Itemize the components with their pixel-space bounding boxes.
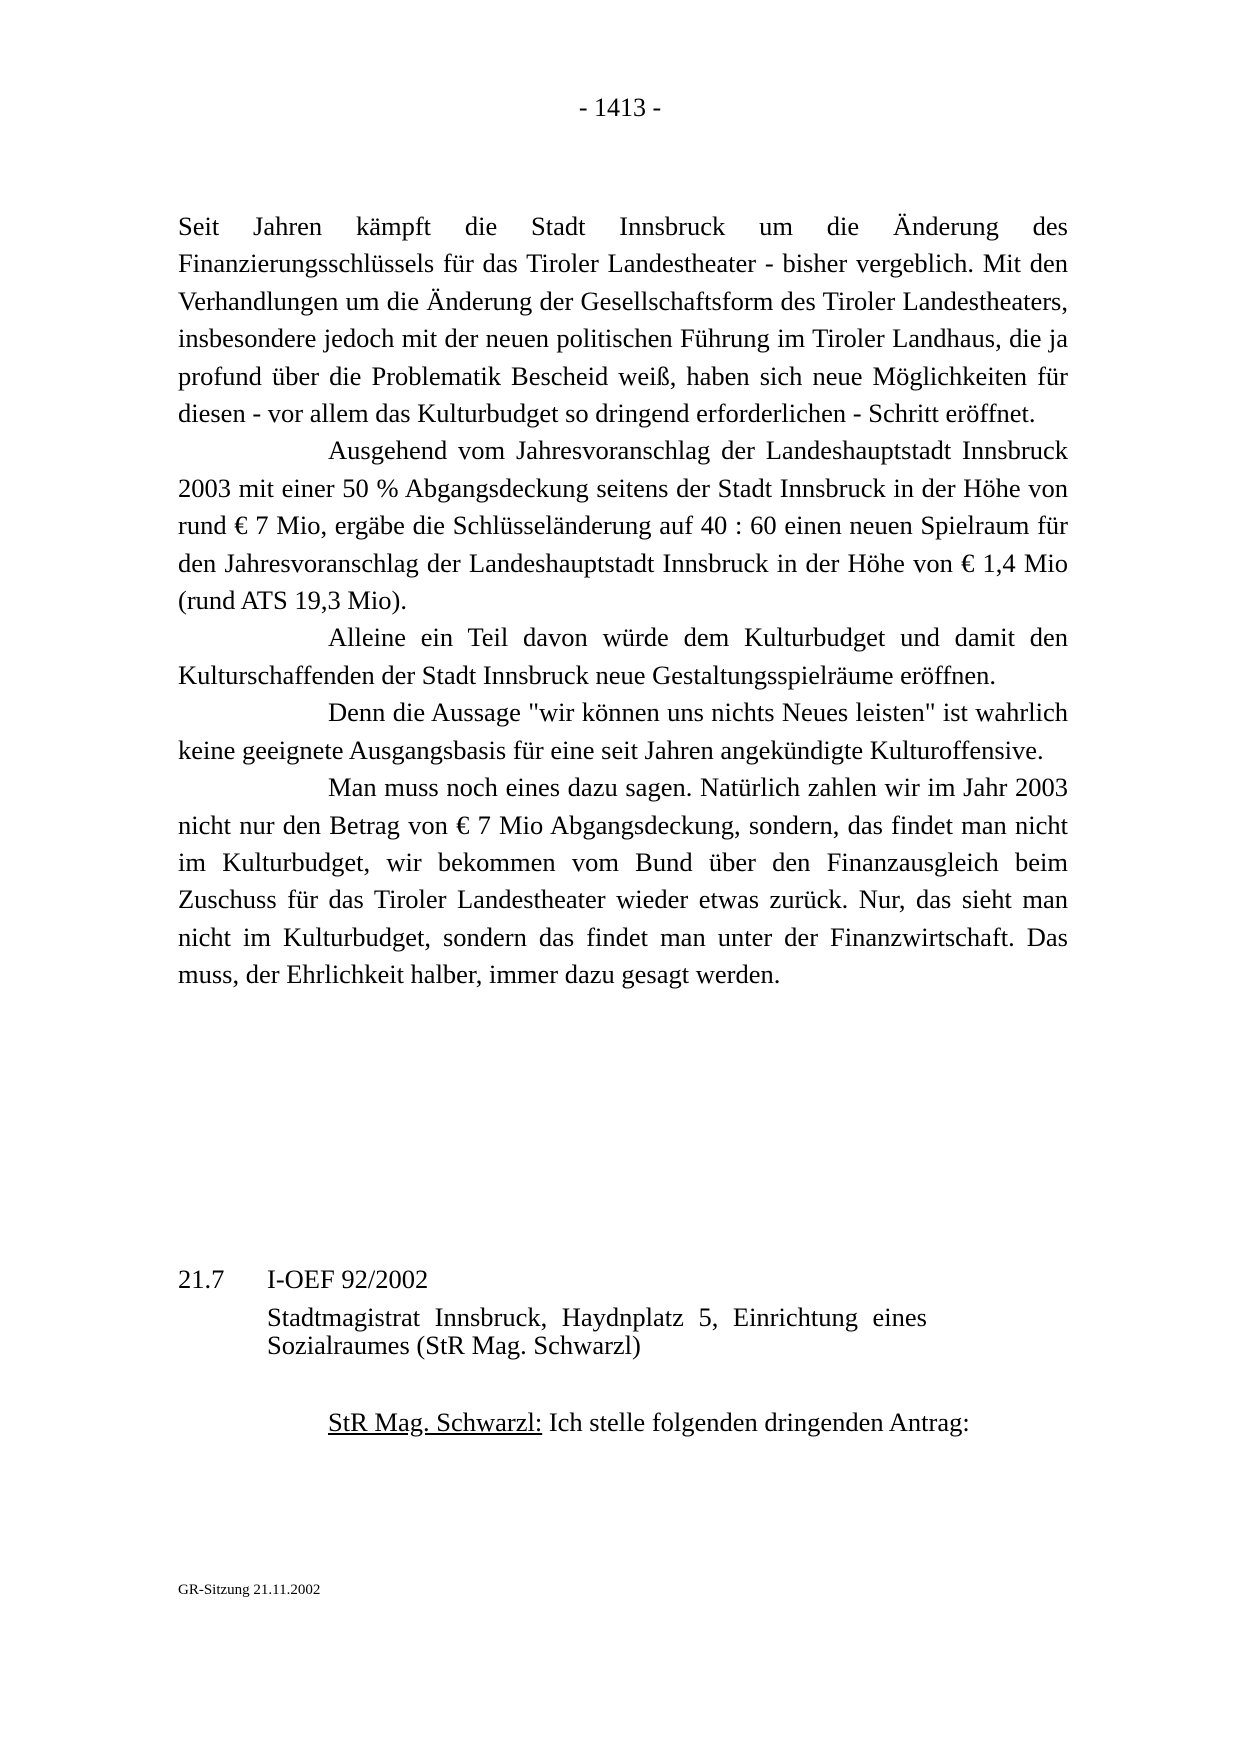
page-number: - 1413 - [578, 93, 662, 122]
paragraph: Ausgehend vom Jahresvoranschlag der Landeshauptstadt Innsbruck 2003 mit einer 50 % Abgangsdeckung seitens der Stadt Innsbruck in der Höhe von rund € 7 Mio, ergäbe die Schlüsseländerung auf 40 : 60 einen neuen Spielraum für den Jahresvoranschlag der Landeshauptstadt Innsbruck in der Höhe von € 1,4 Mio (rund ATS 19,3 Mio). [178, 435, 1068, 616]
body-text [178, 208, 1068, 994]
speaker-name: StR Mag. Schwarzl: [328, 1407, 543, 1437]
agenda-item-reference: I-OEF 92/2002 [267, 1264, 429, 1294]
paragraph: Man muss noch eines dazu sagen. Natürlich zahlen wir im Jahr 2003 nicht nur den Betrag von € 7 Mio Abgangsdeckung, sondern, das findet man nicht im Kulturbudget, wir bekommen vom Bund über den Finanzausgleich beim Zuschuss für das Tiroler Landestheater wieder etwas zurück. Nur, das sieht man nicht im Kulturbudget, sondern das findet man unter der Finanzwirtschaft. Das muss, der Ehrlichkeit halber, immer dazu gesagt werden. [178, 772, 1068, 990]
agenda-item-subject: Stadtmagistrat Innsbruck, Haydnplatz 5, Einrichtung eines Sozialraumes (StR Mag. Schwarzl) [267, 1302, 927, 1360]
agenda-item-number: 21.7 [178, 1264, 225, 1294]
footer-session: GR-Sitzung 21.11.2002 [178, 1582, 321, 1598]
paragraph: Denn die Aussage "wir können uns nichts Neues leisten" ist wahrlich keine geeignete Ausgangsbasis für eine seit Jahren angekündigte Kulturoffensive. [178, 697, 1068, 765]
paragraph: Alleine ein Teil davon würde dem Kulturbudget und damit den Kulturschaffenden der Stadt Innsbruck neue Gestaltungsspielräume eröffnen. [178, 622, 1068, 690]
motion-line [328, 1406, 970, 1438]
paragraph: Seit Jahren kämpft die Stadt Innsbruck um die Änderung des Finanzierungsschlüssels für das Tiroler Landestheater - bisher vergeblich. Mit den Verhandlungen um die Änderung der Gesellschaftsform des Tiroler Landestheaters, insbesondere jedoch mit der neuen politischen Führung im Tiroler Landhaus, die ja profund über die Problematik Bescheid weiß, haben sich neue Möglichkeiten für diesen - vor allem das Kulturbudget so dringend erforderlichen - Schritt eröffnet. [178, 211, 1068, 429]
motion-text: Ich stelle folgenden dringenden Antrag: [542, 1407, 970, 1437]
